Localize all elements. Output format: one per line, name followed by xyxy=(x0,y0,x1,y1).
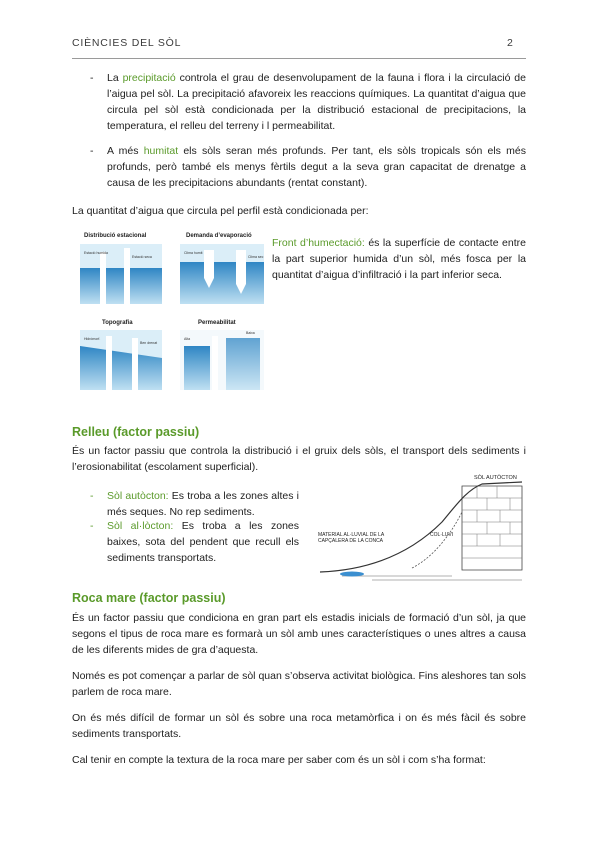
water-infiltration-figure xyxy=(76,228,266,398)
label-alluvial: MATERIAL AL·LUVIAL DE LA CAPÇALERA DE LA CONCA xyxy=(318,532,384,544)
soil-column xyxy=(212,336,218,390)
relleu-paragraph: És un factor passiu que controla la distribució i el gruix dels sòls, el transport dels sediments i l’erosionabilitat (escolament superficial). xyxy=(72,445,526,473)
roca-paragraph-4: Cal tenir en compte la textura de la roca mare per saber com és un sòl i com s’ha format: xyxy=(72,754,486,766)
term-humidity: humitat xyxy=(143,145,179,157)
soil-strata xyxy=(342,576,522,580)
bullet-text-pre: A més xyxy=(107,145,144,157)
page-number: 2 xyxy=(507,37,513,49)
roca-paragraph-1: És un factor passiu que condiciona en gran part els estadis inicials de formació d’un sòl, ja que segons el tipus de roca mare es formarà un sòl amb unes característiques o unes altres a causa de les diferents mides de gra d’aquesta. xyxy=(72,612,526,656)
bullet-humidity xyxy=(90,143,526,191)
heading-relleu: Relleu (factor passiu) xyxy=(72,425,200,439)
panel-permeability-water-low xyxy=(226,338,260,390)
bullet-dash: - xyxy=(90,72,94,84)
bedrock-block xyxy=(462,486,522,570)
bullet-dash: - xyxy=(90,145,94,157)
stream-water xyxy=(340,572,364,577)
label-alluvial-wrapper xyxy=(318,532,398,558)
term-autocton: Sòl autòcton: xyxy=(107,490,169,502)
header-divider xyxy=(72,58,526,59)
soil-column xyxy=(132,338,138,390)
term-precipitation: precipitació xyxy=(122,72,176,84)
soil-column xyxy=(124,248,130,304)
panel-evaporation-water xyxy=(180,262,264,304)
colluvium-layer xyxy=(412,512,462,568)
front-humectation-definition: és la superfície de contacte entre la part superior humida d’un sòl, més fosca per la quantitat d’aigua d’infiltració i la part inferior seca. xyxy=(272,237,526,281)
autocton-text: Es troba a les zones altes i més seques. No rep sediments. xyxy=(107,490,300,518)
small-label: Baixa xyxy=(246,331,255,335)
small-label: Ben drenat xyxy=(140,341,158,345)
soil-column xyxy=(100,252,106,304)
bullet-dash: - xyxy=(90,520,94,532)
panel-seasonal-water xyxy=(80,268,162,304)
term-allocton: Sòl al·lòcton: xyxy=(107,520,174,532)
bullet-dash: - xyxy=(90,490,94,502)
small-label: Estació humida xyxy=(84,251,108,255)
small-label: Alta xyxy=(184,337,191,341)
small-label: Clima sec xyxy=(248,255,264,259)
relief-diagram xyxy=(312,472,526,584)
bullet-text: els sòls seran més profunds. Per tant, els sòls tropicals són els més profunds, però també els menys fèrtils degut a la seva gran capacitat de drenatge a causa de les precipitacions abundants (rentat constant). xyxy=(107,145,526,189)
label-autocton: SÒL AUTÒCTON xyxy=(474,475,517,481)
panel-permeability-water-high xyxy=(184,346,210,390)
small-label: Estació seca xyxy=(132,255,152,259)
heading-roca-mare: Roca mare (factor passiu) xyxy=(72,591,226,605)
term-front-humectation: Front d’humectació: xyxy=(272,237,365,249)
panel-title-topography: Topografia xyxy=(102,320,133,326)
bullet-autocton xyxy=(90,488,300,520)
panel-title-evaporation: Demanda d’evaporació xyxy=(186,233,252,239)
small-label: Clima humit xyxy=(184,251,203,255)
roca-paragraph-3: On és més difícil de formar un sòl és sobre una roca metamòrfica i on és més fàcil és sobre sediments transportats. xyxy=(72,712,526,740)
small-label: Hidròmorf. xyxy=(84,337,101,341)
roca-paragraph-2: Només es pot començar a parlar de sòl quan s’observa activitat biològica. Fins aleshores tan sols parlem de roca mare. xyxy=(72,670,526,698)
bullet-allocton xyxy=(90,518,299,566)
bullet-precipitation xyxy=(90,70,526,134)
allocton-text: Es troba a les zones baixes, sota del pendent que recull els sediments transportats. xyxy=(107,520,299,564)
panel-title-permeability: Permeabilitat xyxy=(198,320,236,326)
document-header-title: CIÈNCIES DEL SÒL xyxy=(72,37,182,49)
quantity-intro: La quantitat d’aigua que circula pel perfil està condicionada per: xyxy=(72,205,369,217)
bullet-text: controla el grau de desenvolupament de la fauna i flora i la circulació de l’aigua pel sòl. La precipitació afavoreix les reaccions químiques. La quantitat d’aigua que circula pel sòl està condicionada per la distribució estacional de precipitacions, la temperatura, el relleu del terreny i l permeabilitat. xyxy=(107,72,526,132)
front-humectation-text xyxy=(272,235,526,283)
bullet-text-pre: La xyxy=(107,72,123,84)
label-colluvi: COL·LUVI xyxy=(430,532,454,538)
soil-column xyxy=(106,336,112,390)
panel-title-seasonal: Distribució estacional xyxy=(84,233,147,239)
